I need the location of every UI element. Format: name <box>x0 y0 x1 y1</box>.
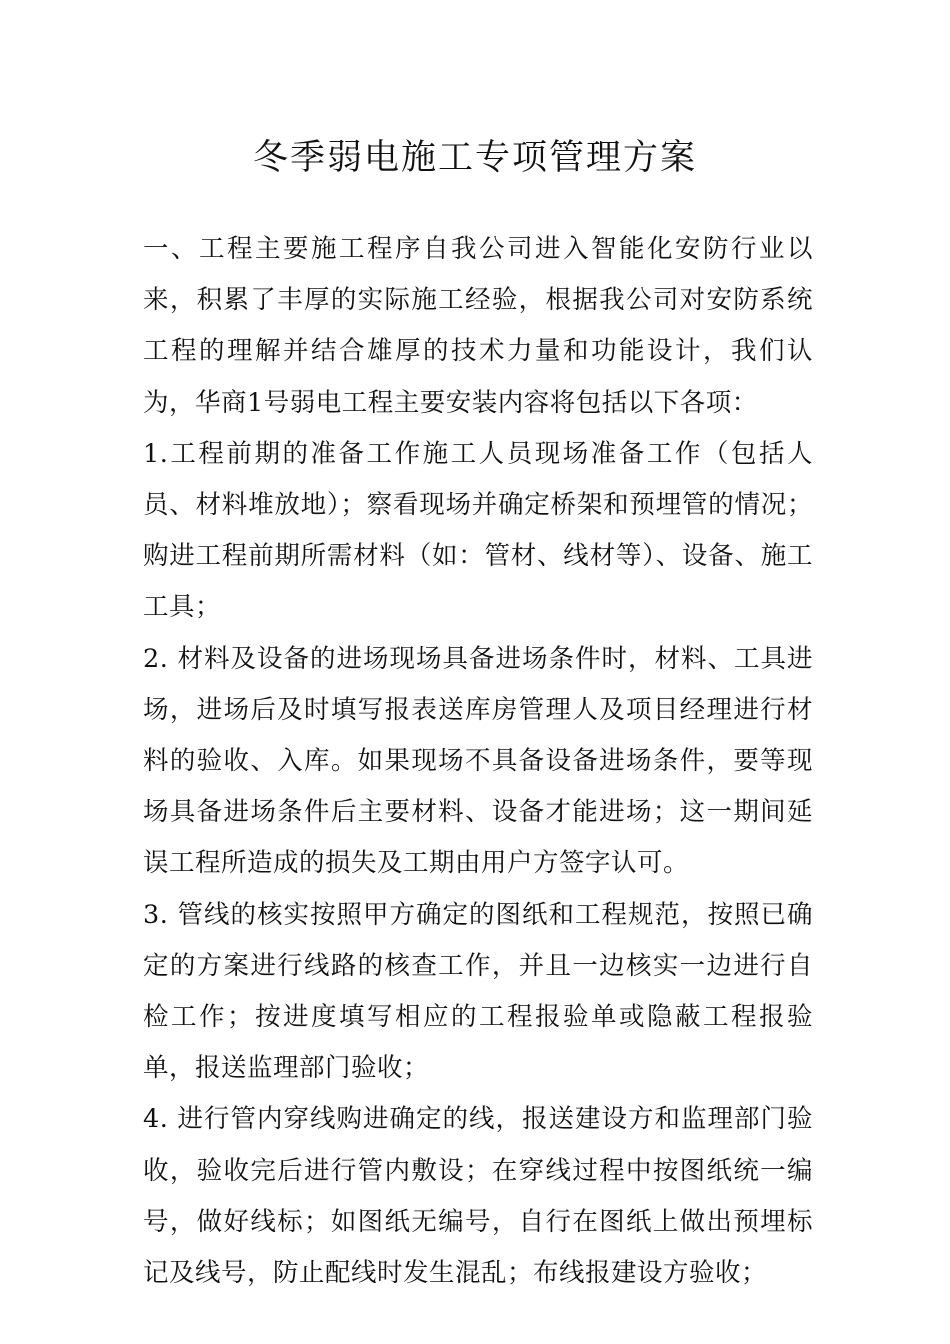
paragraph-item-2: 2. 材料及设备的进场现场具备进场条件时，材料、工具进场，进场后及时填写报表送库房管理人及项目经理进行材料的验收、入库。如果现场不具备设备进场条件，要等现场具备进场条件后主要材料、设备才能进场；这一期间延误工程所造成的损失及工期由用户方签字认可。 <box>143 643 813 879</box>
paragraph-intro: 一、工程主要施工程序自我公司进入智能化安防行业以来，积累了丰厚的实际施工经验，根据我公司对安防系统工程的理解并结合雄厚的技术力量和功能设计，我们认为，华商1号弱电工程主要安装内容将包括以下各项： <box>143 234 813 418</box>
paragraph-item-3: 3. 管线的核实按照甲方确定的图纸和工程规范，按照已确定的方案进行线路的核查工作，并且一边核实一边进行自检工作；按进度填写相应的工程报验单或隐蔽工程报验单，报送监理部门验收； <box>143 899 813 1084</box>
paragraph-item-4: 4. 进行管内穿线购进确定的线，报送建设方和监理部门验收，验收完后进行管内敷设；在穿线过程中按图纸统一编号，做好线标；如图纸无编号，自行在图纸上做出预埋标记及线号，防止配线时发生混乱；布线报建设方验收； <box>143 1104 813 1289</box>
document-title: 冬季弱电施工专项管理方案 <box>252 138 697 178</box>
document-body <box>143 224 813 1299</box>
paragraph-item-1: 1.工程前期的准备工作施工人员现场准备工作（包括人员、材料堆放地）；察看现场并确定桥架和预埋管的情况；购进工程前期所需材料（如：管材、线材等）、设备、施工工具； <box>143 438 813 623</box>
